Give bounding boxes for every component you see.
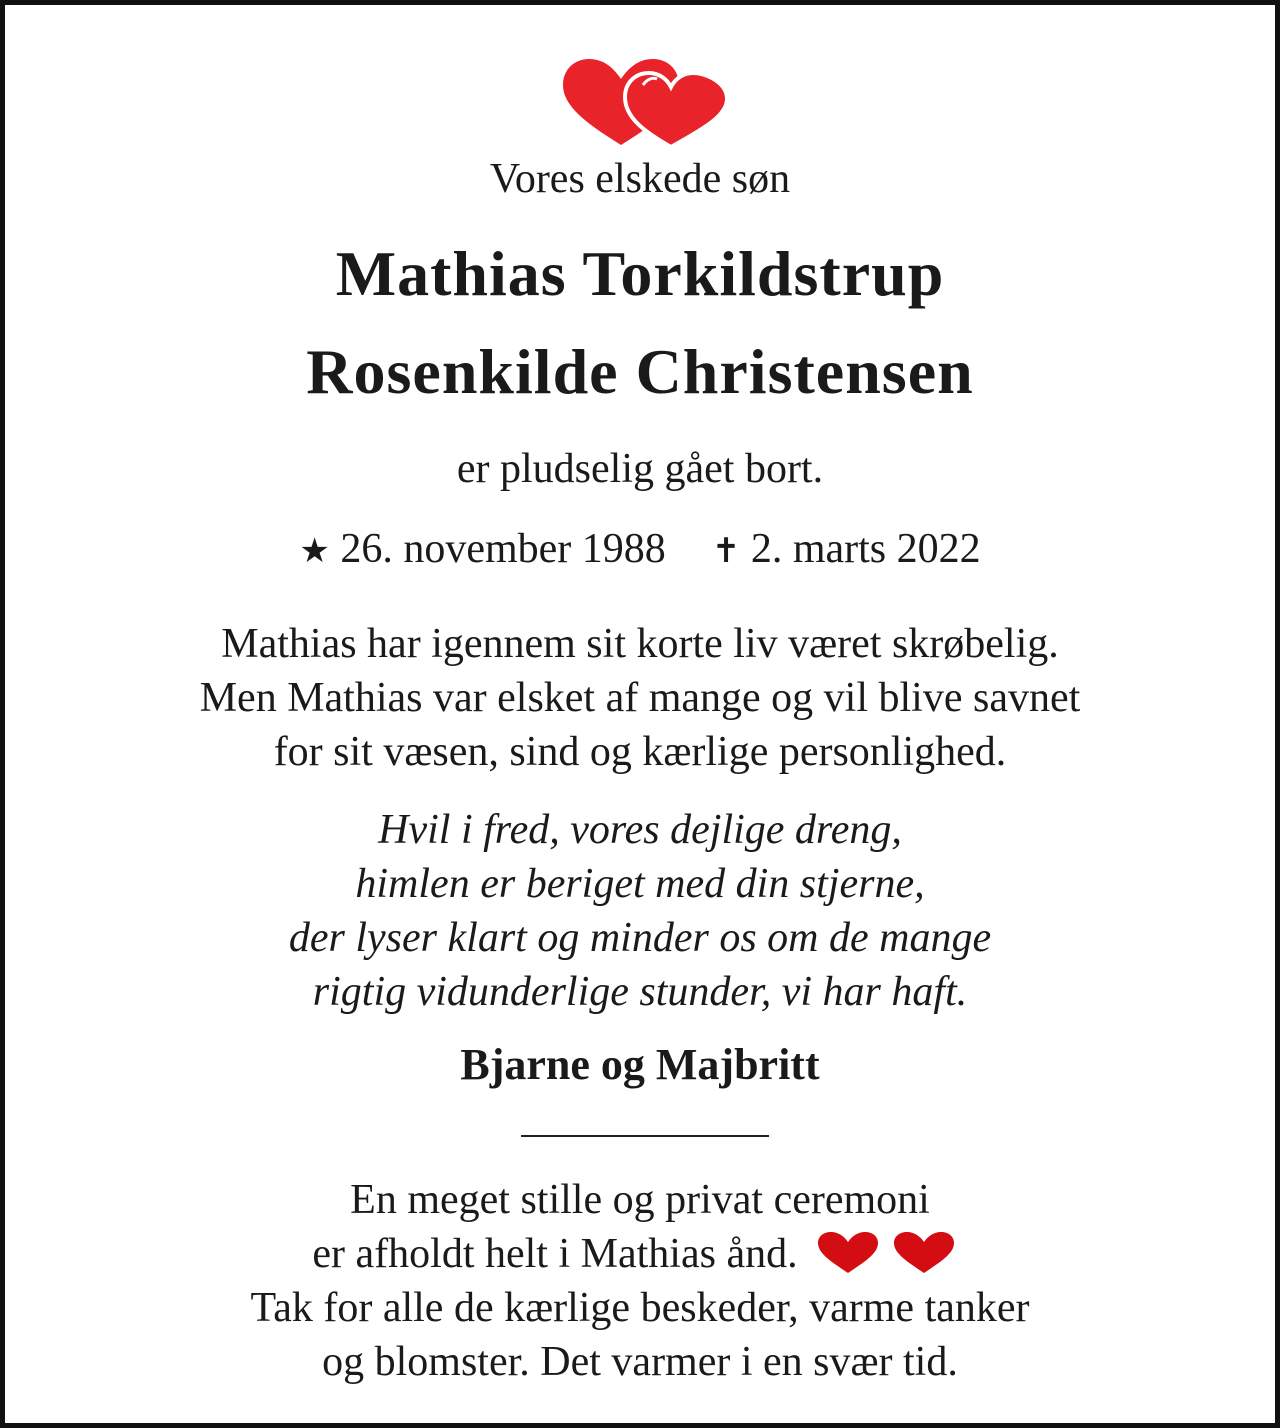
signature: Bjarne og Majbritt — [460, 1040, 820, 1089]
body-line-1: Mathias har igennem sit korte liv været skrøbelig. — [221, 621, 1059, 667]
poem-line-2: himlen er beriget med din stjerne, — [355, 861, 925, 907]
closing-line-2 — [5, 1227, 1275, 1281]
poem-line-4: rigtig vidunderlige stunder, vi har haft. — [312, 969, 968, 1015]
heart-icon — [894, 1232, 954, 1273]
poem-line-3: der lyser klart og minder os om de mange — [288, 915, 992, 961]
dates-line — [5, 525, 1275, 573]
death-date: 2. marts 2022 — [750, 526, 981, 572]
name-line-1: Mathias Torkildstrup — [335, 238, 945, 309]
cross-icon: ✝ — [711, 531, 741, 571]
intro-text: Vores elskede søn — [489, 156, 791, 202]
birth-date: 26. november 1988 — [340, 526, 666, 572]
heart-icon-pair — [816, 1231, 960, 1275]
body-line-2: Men Mathias var elsket af mange og vil blive savnet — [199, 675, 1081, 721]
closing-line-4: og blomster. Det varmer i en svær tid. — [322, 1339, 958, 1385]
double-heart-icon — [559, 55, 731, 149]
star-icon: ★ — [299, 531, 330, 571]
closing-line-2-text: er afholdt helt i Mathias ånd. — [312, 1231, 798, 1277]
poem-line-1: Hvil i fred, vores dejlige dreng, — [378, 807, 902, 853]
name-line-2: Rosenkilde Christensen — [306, 336, 974, 407]
closing-line-1: En meget stille og privat ceremoni — [350, 1177, 930, 1223]
body-line-3: for sit væsen, sind og kærlige personlighed. — [273, 729, 1007, 775]
passed-text: er pludselig gået bort. — [456, 446, 824, 492]
closing-line-3: Tak for alle de kærlige beskeder, varme tanker — [250, 1285, 1030, 1331]
heart-icon — [818, 1232, 878, 1273]
divider — [521, 1135, 769, 1137]
